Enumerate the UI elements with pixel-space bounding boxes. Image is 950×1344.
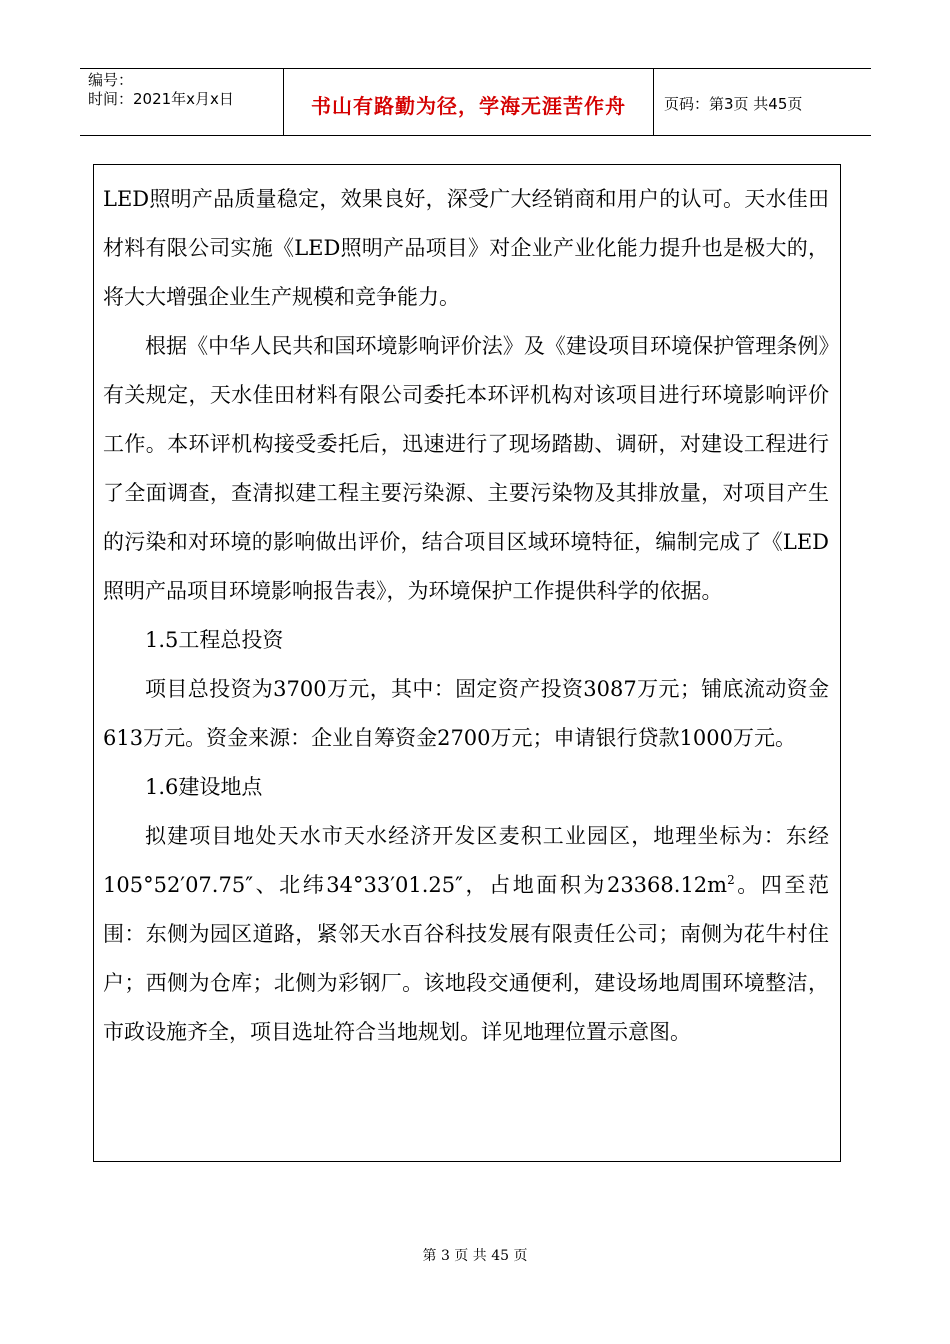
paragraph-led-quality: LED照明产品质量稳定，效果良好，深受广大经销商和用户的认可。天水佳田材料有限公司实施《LED照明产品项目》对企业产业化能力提升也是极大的，将大大增强企业生产规模和竞争能力。 xyxy=(103,187,829,309)
header-motto: 书山有路勤为径，学海无涯苦作舟 xyxy=(311,93,626,118)
body-text xyxy=(103,175,829,1057)
section-heading-location: 1.6建设地点 xyxy=(145,775,263,799)
page-footer: 第 3 页 共 45 页 xyxy=(422,1248,528,1264)
area-unit-superscript: 2 xyxy=(727,873,735,887)
location-text-part1: 拟建项目地处天水市天水经济开发区麦积工业园区，地理坐标为：东经105°52′07.75″、北纬34°33′01.25″，占地面积为23368.12m xyxy=(103,824,829,897)
header-motto-cell xyxy=(283,69,654,135)
content-frame xyxy=(93,164,841,1162)
paragraph-investment: 项目总投资为3700万元，其中：固定资产投资3087万元；铺底流动资金613万元。资金来源：企业自筹资金2700万元；申请银行贷款1000万元。 xyxy=(103,677,829,750)
document-date: 时间：2021年x月x日 xyxy=(88,90,234,108)
header-page-info: 页码：第3页 共45页 xyxy=(664,95,803,113)
page-header xyxy=(80,68,871,136)
location-text-part2: 。四至范围：东侧为园区道路，紧邻天水百谷科技发展有限责任公司；南侧为花牛村住户；西侧为仓库；北侧为彩钢厂。该地段交通便利，建设场地周围环境整洁，市政设施齐全，项目选址符合当地规划。详见地理位置示意图。 xyxy=(103,873,830,1044)
paragraph-location xyxy=(103,812,829,1057)
header-left-cell xyxy=(88,71,284,109)
paragraph-eia-basis: 根据《中华人民共和国环境影响评价法》及《建设项目环境保护管理条例》有关规定，天水佳田材料有限公司委托本环评机构对该项目进行环境影响评价工作。本环评机构接受委托后，迅速进行了现场踏勘、调研，对建设工程进行了全面调查，查清拟建工程主要污染源、主要污染物及其排放量，对项目产生的污染和对环境的影响做出评价，结合项目区域环境特征，编制完成了《LED照明产品项目环境影响报告表》，为环境保护工作提供科学的依据。 xyxy=(103,334,829,603)
document-number-label: 编号： xyxy=(88,71,134,89)
section-heading-investment: 1.5工程总投资 xyxy=(145,628,284,652)
